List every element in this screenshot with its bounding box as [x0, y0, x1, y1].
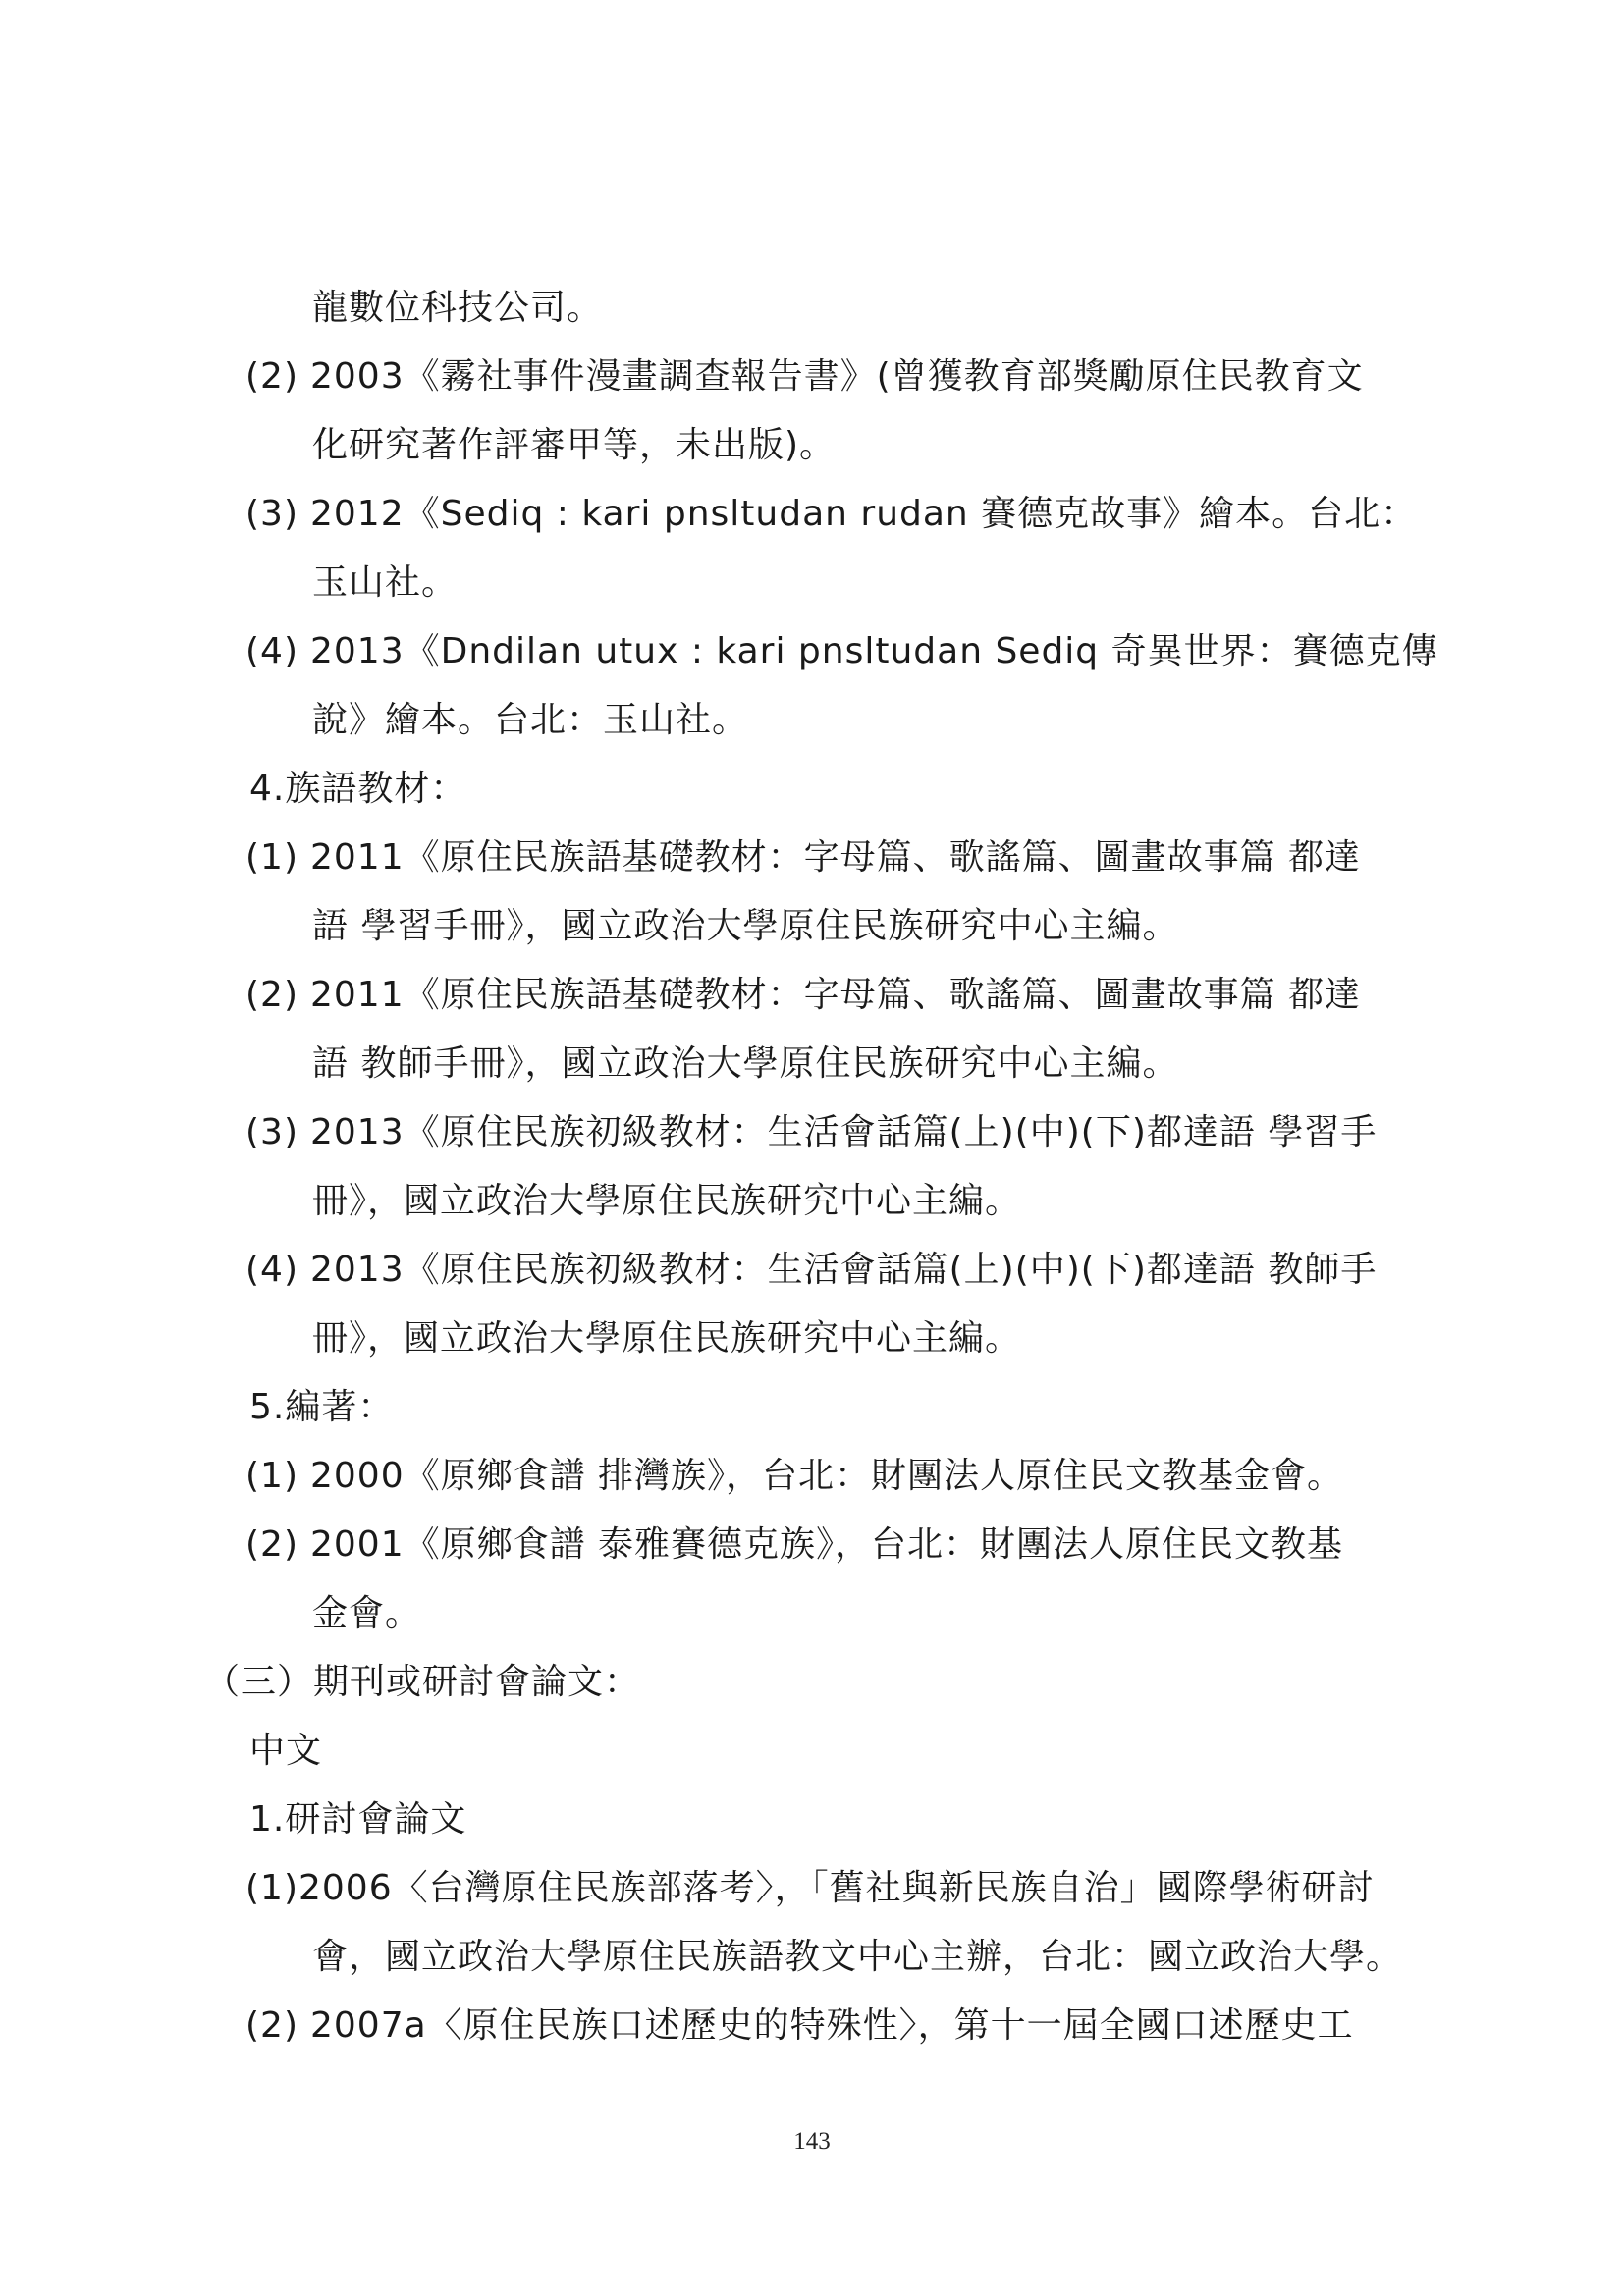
subsection-heading: 中文	[249, 1731, 323, 1771]
text-line: 語 教師手冊》，國立政治大學原住民族研究中心主編。	[312, 1043, 1179, 1084]
list-item: (2) 2001《原鄉食譜 泰雅賽德克族》，台北：財團法人原住民文教基	[245, 1524, 1344, 1565]
list-item: (4) 2013《原住民族初級教材：生活會話篇(上)(中)(下)都達語 教師手	[245, 1250, 1378, 1290]
list-item: (1)2006〈台灣原住民族部落考〉，「舊社與新民族自治」國際學術研討	[245, 1868, 1375, 1908]
section-heading: （三）期刊或研討會論文：	[204, 1662, 641, 1702]
text-line: 語 學習手冊》，國立政治大學原住民族研究中心主編。	[312, 906, 1179, 946]
text-line: 說》繪本。台北：玉山社。	[312, 700, 749, 740]
page-number: 143	[793, 2128, 831, 2155]
section-heading: 5.編著：	[249, 1387, 395, 1427]
list-item: (1) 2011《原住民族語基礎教材：字母篇、歌謠篇、圖畫故事篇 都達	[245, 837, 1362, 878]
list-item: (2) 2007a〈原住民族口述歷史的特殊性〉，第十一屆全國口述歷史工	[245, 2005, 1354, 2046]
list-item: (3) 2013《原住民族初級教材：生活會話篇(上)(中)(下)都達語 學習手	[245, 1112, 1378, 1152]
list-item: (2) 2011《原住民族語基礎教材：字母篇、歌謠篇、圖畫故事篇 都達	[245, 975, 1362, 1015]
text-line: 化研究著作評審甲等，未出版)。	[312, 425, 837, 465]
list-item: (3) 2012《Sediq : kari pnsltudan rudan 賽德克故事》繪本。台北：	[245, 494, 1418, 534]
list-item: (1) 2000《原鄉食譜 排灣族》，台北：財團法人原住民文教基金會。	[245, 1456, 1344, 1496]
text-line: 龍數位科技公司。	[312, 288, 604, 328]
text-line: 金會。	[312, 1593, 422, 1633]
list-item: (4) 2013《Dndilan utux : kari pnsltudan Sediq 奇異世界：賽德克傳	[245, 631, 1438, 671]
text-line: 會，國立政治大學原住民族語教文中心主辦，台北：國立政治大學。	[312, 1937, 1403, 1977]
text-line: 冊》，國立政治大學原住民族研究中心主編。	[312, 1318, 1022, 1359]
text-line: 玉山社。	[312, 562, 459, 603]
list-item: (2) 2003《霧社事件漫畫調查報告書》(曾獲教育部獎勵原住民教育文	[245, 356, 1364, 397]
section-heading: 4.族語教材：	[249, 769, 467, 809]
subsection-heading: 1.研討會論文	[249, 1799, 467, 1840]
text-line: 冊》，國立政治大學原住民族研究中心主編。	[312, 1181, 1022, 1221]
